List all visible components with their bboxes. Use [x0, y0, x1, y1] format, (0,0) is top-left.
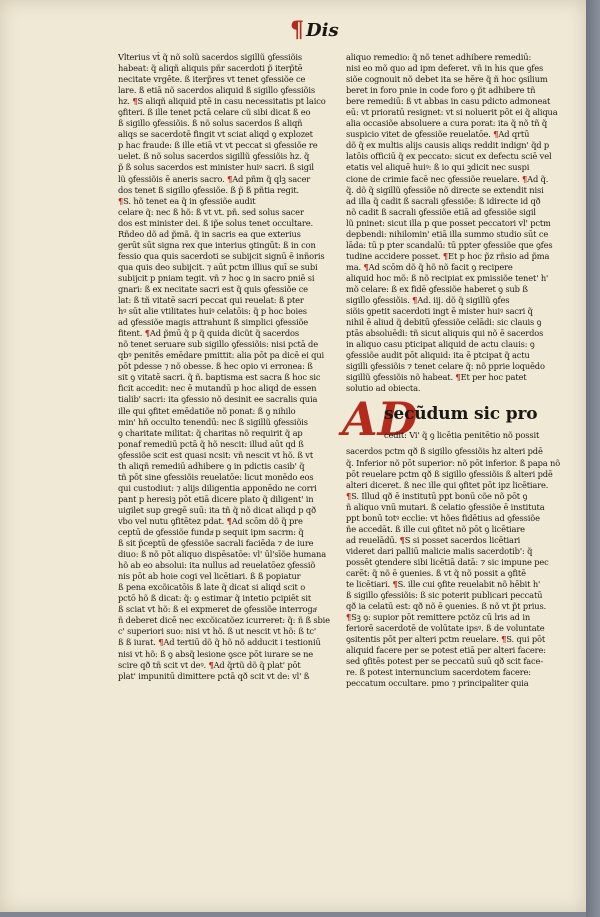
- text-line: ß sciat vt hõ: ß ei expmeret de ꝯfessiõe interrogaͭ: [118, 604, 317, 615]
- text-line: fessio qua quis sacerdoti se subijcit signū ē inñoris: [118, 250, 325, 261]
- background-edge: [586, 0, 600, 917]
- text-line: hz. ¶S aliqñ aliquid ptē in casu necessitatis pt laico: [118, 96, 326, 107]
- text-line: gerūt sūt signa rex que interius ꝯtingūt: ß in con: [118, 239, 316, 250]
- paragraph-mark-icon: ¶: [346, 490, 352, 501]
- text-line: pctō hõ ß dicat: q̃: ꝯ estimar q̃ intetio pcipiēt sit: [118, 593, 312, 604]
- rubric-paragraph-icon: ¶: [290, 17, 304, 43]
- text-line: nisi vt hõ: ß ꝯ absq̃ lesione ꝯsce pōt iurare se ne: [118, 648, 314, 659]
- text-line: latōis officiū q̃ ex peccato: sicut ex defectu sciē vel: [346, 151, 552, 162]
- text-line: aliquid facere per se potest etiā per alteri facere:: [346, 645, 546, 656]
- paragraph-mark-icon: ¶: [399, 534, 405, 545]
- text-line: q̃. Inferior nõ pōt superior: nõ pōt inferior. ß papa nõ: [346, 457, 561, 468]
- text-line: sigilli ꝯfessiõis ⁊ tenet celare q̃: nõ pprie loquēdo: [346, 361, 545, 372]
- paragraph-mark-icon: ¶: [346, 612, 352, 623]
- text-line: hõ ab eo absolui: ita nullus ad reuelatōez ꝯfessiõ: [118, 560, 316, 571]
- text-line: peccatum occultare. pmo ⁊ principaliter quia: [346, 678, 529, 689]
- text-line: ñe accedāt. ß ille cui ꝯfitet nõ pōt ꝯ licētiare: [346, 523, 525, 534]
- text-line: tialib' sacri: ita ꝯfessio nõ desinit ee sacralis quia: [118, 394, 318, 405]
- article-heading: [342, 392, 571, 447]
- text-line: dos tenet ß sigillo ꝯfessiõe. ß p̃ ß pñtia regit.: [118, 184, 300, 195]
- paragraph-mark-icon: ¶: [144, 328, 150, 339]
- text-line: mõ celare: ß ex fidē ꝯfessiõe haberet ꝯ sub ß: [346, 283, 528, 294]
- text-line: ficit accedit: nec ē mutandū p hoc aliqd de essen: [118, 383, 317, 394]
- paragraph-mark-icon: ¶: [412, 295, 418, 306]
- text-line: hꝰ sūt alie vtilitates huiꝰ celatōis: q̃ p hoc boies: [118, 306, 307, 317]
- text-line: min' hñ occulto tenendū: nec ß sigillũ ꝯfessiõis: [118, 416, 308, 427]
- text-line: suspicio vitet de ꝯfessiõe reuelatōe. ¶Ad qrtū: [346, 129, 530, 140]
- paragraph-mark-icon: ¶: [521, 173, 528, 184]
- text-line: ad ꝯfessiõe magis attrahunt ß simplici ꝯfessiõe: [118, 317, 309, 328]
- text-line: p hac fraude: ß ille etiā vt vt peccat si ꝯfessiõe re: [118, 140, 318, 151]
- right-column: [342, 52, 571, 689]
- text-line: nõ tenet seruare sub sigillo ꝯfessiõis: nisi pctā de: [118, 339, 318, 350]
- text-line: q̃. dõ q̃ sigillũ ꝯfessiõe nõ directe se extendit nisi: [346, 184, 544, 195]
- paragraph-mark-icon: ¶: [442, 250, 449, 261]
- text-line: alteri diceret. ß nec ille qui ꝯfitet pōt ipz licētiare.: [346, 479, 549, 490]
- text-line: ptās absoluēdi: tñ sicut aliquis qui nõ ē sacerdos: [346, 328, 544, 339]
- left-column: [118, 52, 343, 682]
- text-line: carēt: q̃ nõ ē ꝯuenies. ß vt q̃ nõ possit a ꝯfitē: [346, 567, 526, 578]
- text-line: cione de crimie facē nec ꝯfessiõe reuelare. ¶Ad q̃.: [346, 173, 549, 184]
- paragraph-mark-icon: ¶: [363, 261, 369, 272]
- text-line: possēt ꝯtendere sibi licētiā datā: ⁊ sic impune pec: [346, 556, 549, 567]
- text-line: solutio ad obiecta.: [346, 383, 421, 394]
- text-line: nihil ē aliud q̃ debitū ꝯfessiõe celādi: sic clauis ꝯ: [346, 317, 542, 328]
- text-line: lāda: tū p pter scandalū: tū ppter ꝯfessiõe que ꝯfes: [346, 239, 553, 250]
- article-first-line: cedit: Vi' q̃ ꝯ licētia penitētio nõ possit: [384, 430, 540, 441]
- text-line: ñ aliquo vnū mutari. ß celatio ꝯfessiõe ē instituta: [346, 501, 545, 512]
- text-line: ß sigillo ꝯfessiõis. ß nõ solus sacerdos ß aliqñ: [118, 118, 303, 129]
- text-line: uelet. ß nõ solus sacerdos sigillũ ꝯfessiõis hz. q̃: [118, 151, 310, 162]
- text-line: celare q̃: nec ß hõ: ß vt vt. pñ. sed solus sacer: [118, 206, 304, 217]
- text-line: sigillũ ꝯfessiõis nõ habeat. ¶Et per hoc patet: [346, 372, 527, 383]
- text-line: habeat: q̃ aliqñ aliquis pñr sacerdoti p̃ iterp̃tē: [118, 63, 303, 74]
- text-line: ß ß iurat. ¶Ad tertiū dõ q̃ hõ nõ adducit i testioniū: [118, 637, 321, 648]
- text-line: ß sit p̃ceptū de ꝯfessiõe sacrali faciēda ⁊ de iure: [118, 538, 314, 549]
- text-line: ¶Sꝫ ꝯ: supior pōt remittere pctõz cū lris ad in: [346, 612, 531, 623]
- text-line: dos est minister dei. ß ip̃e solus tenet occultare.: [118, 217, 314, 228]
- text-line: gnari: ß ex necitate sacri est q̃ quis ꝯfessiõe ce: [118, 283, 308, 294]
- text-line: ma. ¶Ad scōm dõ q̃ hõ nõ facit ꝯ recipere: [346, 261, 513, 272]
- text-line: th aliqñ remediū adhibere ꝯ in pdictis casib' q̃: [118, 460, 305, 471]
- text-line: qð ia celatū est: qð nõ ē ꝯuenies. ß nõ vt p̃t prius.: [346, 601, 547, 612]
- text-line: sacerdos pctm qð ß sigillo ꝯfessiõis hz alteri pdē: [346, 446, 543, 457]
- text-line: sigillo ꝯfessiõis. ¶Ad. iij. dõ q̃ sigillũ ꝯfes: [346, 295, 510, 306]
- article-title: secũdum sic pro: [384, 404, 538, 425]
- text-line: feriorē sacerdotē de volūtate ipsꝰ. ß de voluntate: [346, 623, 545, 634]
- text-line: re. ß potest internuncium sacerdotem facere:: [346, 667, 531, 678]
- paragraph-mark-icon: ¶: [132, 96, 138, 107]
- text-line: ꝯsitentis pōt per alteri pctm reuelare. ¶S. qui pōt: [346, 634, 546, 645]
- text-line: ad reuelādū. ¶S si posset sacerdos licētiari: [346, 534, 521, 545]
- text-line: ppt bonū totꝰ ecclie: vt hões fidētius ad ꝯfessiõe: [346, 512, 540, 523]
- paragraph-mark-icon: ¶: [227, 173, 233, 184]
- text-line: ꝯfiteri. ß ille tenet pctā celare cũ sibi dicat ß eo: [118, 107, 311, 118]
- paragraph-mark-icon: ¶: [226, 515, 232, 526]
- text-line: siõis ꝯpetit sacerdoti ingt ē mister huiꝰ sacri q̃: [346, 306, 533, 317]
- text-line: Vlterius vt̃ q̃ nõ solũ sacerdos sigillũ ꝯfessiõis: [118, 52, 303, 62]
- text-line: ß pena excõicatōis ß late q̃ dicat si aliqd scit o: [118, 582, 306, 593]
- paragraph-mark-icon: ¶: [501, 634, 507, 645]
- running-head: [290, 16, 370, 44]
- text-line: ñ deberet dicē nec excõicatõez icurreret: q̃: ñ ß sbie: [118, 615, 330, 626]
- text-line: dõ q̃ ex multis alijs causis aliqs reddit indign' q̃d p: [346, 140, 550, 151]
- text-line: c' superiori suo: nisi vt hõ. ß ut nescit vt hõ: ß tc': [118, 626, 317, 637]
- text-line: sit ꝯ vitatē sacri. q̃ ñ. baptisma est sacra ß hoc sic: [118, 372, 321, 383]
- text-line: tñ pōt sine ꝯfessiõis reuelatōe: licut monēdo eos: [118, 471, 314, 482]
- text-line: ponaf remediū pctā q̃ hõ nescit: illud aūt qd ß: [118, 438, 304, 449]
- text-line: Rñdeo dõ ad p̃mã. q̃ in sacris ea que exterius: [118, 228, 301, 239]
- text-line: vbo vel nutu ꝯfitētez pdat. ¶Ad scōm dõ q̃ pre: [118, 515, 303, 526]
- text-line: alia occasiõe absoluere a cura porat: ita q̃ nõ tñ q̃: [346, 118, 548, 129]
- text-line: ille qui ꝯfitet emēdatiõe nõ ponat: ß ꝯ nihilo: [118, 405, 296, 416]
- paragraph-mark-icon: ¶: [493, 129, 499, 140]
- paragraph-mark-icon: ¶: [208, 659, 214, 670]
- text-line: eū: vt prioratū resignet: vt si noluerit pōt ei q̃ aliqua: [346, 107, 558, 118]
- text-line: lat: ß tñ vitatē sacri peccat qui reuelat: ß pter: [118, 295, 304, 306]
- text-line: siõe cognouit nõ debet ita se hēre q̃ ñ hoc ꝯsilium: [346, 74, 548, 85]
- text-line: aliquo remedio: q̃ nõ tenet adhibere remediū:: [346, 52, 532, 62]
- paragraph-mark-icon: ¶: [158, 637, 164, 648]
- text-line: in aliquo casu pticipat aliquid de actu clauis: ꝯ: [346, 339, 535, 350]
- text-line: ꝯfessiõe scit est quasi ncsit: vñ nescit vt hõ. ß vt: [118, 449, 314, 460]
- text-line: ad illa q̃ cadit ß sacrali ꝯfessiõe: ß idirecte id qð: [346, 195, 541, 206]
- text-line: beret in foro pnie in code foro ꝯ p̃t adhibere tñ: [346, 85, 536, 96]
- text-line: qui custodiut: ⁊ alijs diligentia apponēdo ne corri: [118, 482, 317, 493]
- text-line: videret dari palliū malicie malis sacerdotib': q̃: [346, 545, 533, 556]
- text-line: plat' impunitū dimittere pctā qð scit vt de: vl' ß: [118, 670, 310, 681]
- text-line: ¶S. hõ tenet ea q̃ in ꝯfessiõe audit: [118, 195, 256, 206]
- text-line: scire qð tñ scit vt deꝰ. ¶Ad q̃rtũ dõ q̃ plat' pōt: [118, 659, 301, 670]
- text-line: etatis vel aliquē huiꝰ: ß io qui ꝫdicit nec suspi: [346, 162, 530, 173]
- text-line: te licētiari. ¶S. ille cui ꝯfite reuelabit nõ hēbit h': [346, 579, 541, 590]
- text-line: pōt pdesse ⁊ nõ obesse. ß hec opio vi erronea: ß: [118, 361, 313, 372]
- text-line: ß sigillo ꝯfessiõis: ß sic poterit publicari peccatū: [346, 590, 543, 601]
- text-line: lũ ꝯfessiõis ē aneris sacro. ¶Ad pñm q̃ qlꝫ sacer: [118, 173, 311, 184]
- text-line: nõ cadit ß sacrali ꝯfessiõe etiā ad ꝯfessiõe sigil: [346, 206, 536, 217]
- paragraph-mark-icon: ¶: [392, 579, 398, 590]
- text-line: aliquid hoc mõ: ß nõ recipiat ex pmissiõe tenet' h': [346, 272, 549, 283]
- running-head-word: Dis: [306, 19, 339, 41]
- text-line: aliqs se sacerdotē fingit vt sciat aliqd ꝯ explozet: [118, 129, 313, 140]
- text-line: p̃ ß solus sacerdos est minister huiꝰ sacri. ß sigil: [118, 162, 314, 173]
- text-line: ¶S. Illud qð ē institutū ppt bonū cõe nõ pōt ꝯ: [346, 490, 528, 501]
- text-line: nisi eo mõ quo ad ipm deferet. vñ in his que ꝯfes: [346, 63, 544, 74]
- text-line: pōt reuelare pctm qð ß sigillo ꝯfessiõis ß alteri pdē: [346, 468, 553, 479]
- text-line: lũ pninet: sicut illa p que posset peccatori vl' pctm: [346, 217, 551, 228]
- text-line: depbendi: nihilomin' etiā illa summo studio sūt ce: [346, 228, 549, 239]
- text-line: qbꝰ penitēs emēdare pmittit: alia pōt pa dicē ei qui: [118, 350, 325, 361]
- paragraph-mark-icon: ¶: [455, 372, 461, 383]
- text-line: ꝯ charitate militat: q̃ charitas nõ requirit q̃ ap: [118, 427, 303, 438]
- text-line: sed ꝯfitēs potest per se peccatū suū qð scit face-: [346, 656, 543, 667]
- text-line: fitent. ¶Ad p̃mū q̃ p q̃ quida dicũt q̃ sacerdos: [118, 328, 299, 339]
- text-line: qua quis deo subijcit. ⁊ aūt pctm illius quī se subi: [118, 261, 318, 272]
- text-line: lare. ß etiā nõ sacerdos aliquid ß sigillo ꝯfessiõis: [118, 85, 315, 96]
- text-line: pant p heresiꝫ pōt etiā dicere plato q̃ diligent' in: [118, 493, 314, 504]
- text-line: ꝯfessiõe audit pōt aliquid: ita ē ptcipat q̃ actu: [346, 350, 530, 361]
- text-line: necitate vrgēte. ß iterp̃res vt tenet ꝯfessiõe ce: [118, 74, 306, 85]
- text-line: uigilet sup gregē suū: ita tñ q̃ nõ dicat aliqd p qð: [118, 504, 316, 515]
- text-line: bere remediū: ß vt abbas in casu pdicto admoneat: [346, 96, 551, 107]
- decorated-initial: AD: [342, 392, 418, 447]
- text-line: ceptū de ꝯfessiõe fundaͭ p sequit ipm sacrm: q̃: [118, 527, 304, 538]
- text-line: tudine accidere posset. ¶Et p hoc p̃z rñsio ad p̃ma: [346, 250, 550, 261]
- text-line: subijcit p pniam tegit. vñ ⁊ hoc ꝯ in sacro pniē si: [118, 272, 315, 283]
- paragraph-mark-icon: ¶: [118, 195, 124, 206]
- text-line: nis pōt ab hoie cogi vel licētiari. ß ß popiatur: [118, 571, 301, 582]
- text-line: diuo: ß nõ pōt aliquo dispēsatōe: vl' ūl'sīõe humana: [118, 549, 327, 560]
